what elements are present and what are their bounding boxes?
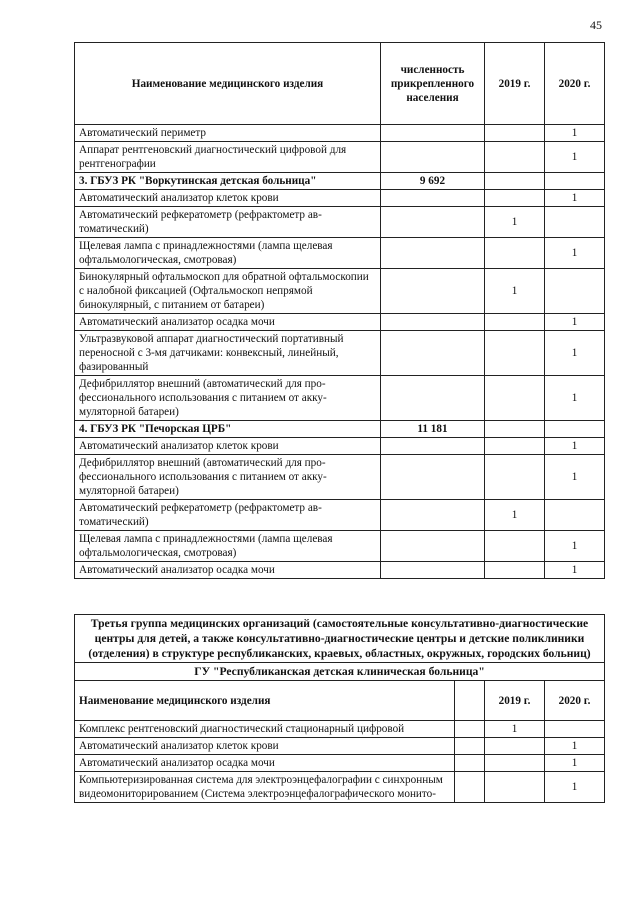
value-2020 <box>545 269 605 314</box>
header-2019-2: 2019 г. <box>485 681 545 721</box>
org-title: ГУ "Республиканская детская клиническая больница" <box>75 663 605 681</box>
table-row <box>75 142 605 173</box>
item-name: Дефибриллятор внешний (автоматический для профессионального использования с питанием от аккумуляторной батареи) <box>75 455 381 500</box>
table-row <box>75 562 605 579</box>
population-value <box>381 207 485 238</box>
header-2019: 2019 г. <box>485 43 545 125</box>
value-2019 <box>485 772 545 803</box>
table-row <box>75 531 605 562</box>
value-2020: 1 <box>545 125 605 142</box>
population-value <box>381 438 485 455</box>
population-value <box>381 314 485 331</box>
value-2020: 1 <box>545 562 605 579</box>
value-2019 <box>485 738 545 755</box>
population-value <box>381 376 485 421</box>
section-row <box>75 173 605 190</box>
page-number: 45 <box>590 18 602 32</box>
value-2020: 1 <box>545 531 605 562</box>
value-2020: 1 <box>545 738 605 755</box>
item-name: Автоматический анализатор клеток крови <box>75 738 455 755</box>
table-row <box>75 238 605 269</box>
item-name: 3. ГБУЗ РК "Воркутинская детская больница" <box>75 173 381 190</box>
table-row <box>75 721 605 738</box>
value-2019 <box>485 331 545 376</box>
value-2019 <box>485 562 545 579</box>
group3-title: Третья группа медицинских организаций (самостоятельные консультативно-диагностические центры для детей, а также консультативно-диагностические центры и детские поликлиники (отделения) в структуре республиканских, краевых, областных, окружных, городских больниц) <box>75 615 605 663</box>
value-2020: 1 <box>545 755 605 772</box>
value-2019: 1 <box>485 207 545 238</box>
value-2019: 1 <box>485 721 545 738</box>
item-name: Дефибриллятор внешний (автоматический для профессионального использования с питанием от аккумуляторной батареи) <box>75 376 381 421</box>
empty-cell <box>455 738 485 755</box>
value-2020: 1 <box>545 142 605 173</box>
value-2019 <box>485 438 545 455</box>
item-name: Компьютеризированная система для электроэнцефалографии с синхронным видеомониторированием (Система электроэнцефалографического монито- <box>75 772 455 803</box>
value-2020: 1 <box>545 772 605 803</box>
table-row <box>75 755 605 772</box>
item-name: Автоматический анализатор клеток крови <box>75 190 381 207</box>
population-value <box>381 142 485 173</box>
table-row <box>75 738 605 755</box>
table-row <box>75 455 605 500</box>
item-name: Бинокулярный офтальмоскоп для обратной офтальмоскопии с налобной фиксацией (Офтальмоскоп непрямой бинокулярный, с питанием от батареи) <box>75 269 381 314</box>
value-2019 <box>485 125 545 142</box>
item-name: Щелевая лампа с принадлежностями (лампа щелевая офтальмологическая, смотровая) <box>75 238 381 269</box>
value-2019 <box>485 421 545 438</box>
value-2019 <box>485 376 545 421</box>
population-value <box>381 531 485 562</box>
item-name: Автоматический анализатор осадка мочи <box>75 755 455 772</box>
table-row <box>75 314 605 331</box>
value-2019 <box>485 190 545 207</box>
table-row <box>75 269 605 314</box>
header-name-2: Наименование медицинского изделия <box>75 681 455 721</box>
empty-cell <box>455 772 485 803</box>
table-row <box>75 772 605 803</box>
value-2020: 1 <box>545 238 605 269</box>
value-2019 <box>485 455 545 500</box>
item-name: Ультразвуковой аппарат диагностический портативный переносной с 3-мя датчиками: конвексный, линейный, фазированный <box>75 331 381 376</box>
item-name: Автоматический периметр <box>75 125 381 142</box>
value-2019 <box>485 314 545 331</box>
header-name: Наименование медицинского изделия <box>75 43 381 125</box>
value-2020: 1 <box>545 314 605 331</box>
value-2019 <box>485 173 545 190</box>
table-row <box>75 190 605 207</box>
value-2020 <box>545 500 605 531</box>
header-2020-2: 2020 г. <box>545 681 605 721</box>
table-row <box>75 331 605 376</box>
item-name: Автоматический анализатор осадка мочи <box>75 562 381 579</box>
population-value <box>381 455 485 500</box>
group3-table <box>74 614 605 803</box>
population-value <box>381 125 485 142</box>
header-2020: 2020 г. <box>545 43 605 125</box>
item-name: 4. ГБУЗ РК "Печорская ЦРБ" <box>75 421 381 438</box>
table-row <box>75 438 605 455</box>
value-2020: 1 <box>545 376 605 421</box>
value-2020: 1 <box>545 455 605 500</box>
value-2020 <box>545 173 605 190</box>
value-2019: 1 <box>485 269 545 314</box>
table-row <box>75 125 605 142</box>
value-2019 <box>485 142 545 173</box>
value-2020 <box>545 421 605 438</box>
population-value <box>381 500 485 531</box>
value-2020 <box>545 207 605 238</box>
table-row <box>75 376 605 421</box>
empty-cell <box>455 755 485 772</box>
value-2019 <box>485 238 545 269</box>
population-value <box>381 331 485 376</box>
population-value <box>381 562 485 579</box>
population-value <box>381 190 485 207</box>
item-name: Автоматический рефкератометр (рефрактометр автоматический) <box>75 207 381 238</box>
value-2020: 1 <box>545 438 605 455</box>
value-2020: 1 <box>545 331 605 376</box>
section-row <box>75 421 605 438</box>
population-value: 11 181 <box>381 421 485 438</box>
table-row <box>75 207 605 238</box>
empty-cell <box>455 721 485 738</box>
population-value <box>381 269 485 314</box>
population-value: 9 692 <box>381 173 485 190</box>
value-2020 <box>545 721 605 738</box>
item-name: Автоматический рефкератометр (рефрактометр автоматический) <box>75 500 381 531</box>
value-2019 <box>485 755 545 772</box>
header-empty <box>455 681 485 721</box>
value-2019: 1 <box>485 500 545 531</box>
item-name: Комплекс рентгеновский диагностический стационарный цифровой <box>75 721 455 738</box>
header-population: численность прикрепленного населения <box>381 43 485 125</box>
item-name: Щелевая лампа с принадлежностями (лампа щелевая офтальмологическая, смотровая) <box>75 531 381 562</box>
table-row <box>75 500 605 531</box>
item-name: Автоматический анализатор осадка мочи <box>75 314 381 331</box>
value-2020: 1 <box>545 190 605 207</box>
item-name: Аппарат рентгеновский диагностический цифровой для рентгенографии <box>75 142 381 173</box>
value-2019 <box>485 531 545 562</box>
equipment-table <box>74 42 605 579</box>
population-value <box>381 238 485 269</box>
item-name: Автоматический анализатор клеток крови <box>75 438 381 455</box>
